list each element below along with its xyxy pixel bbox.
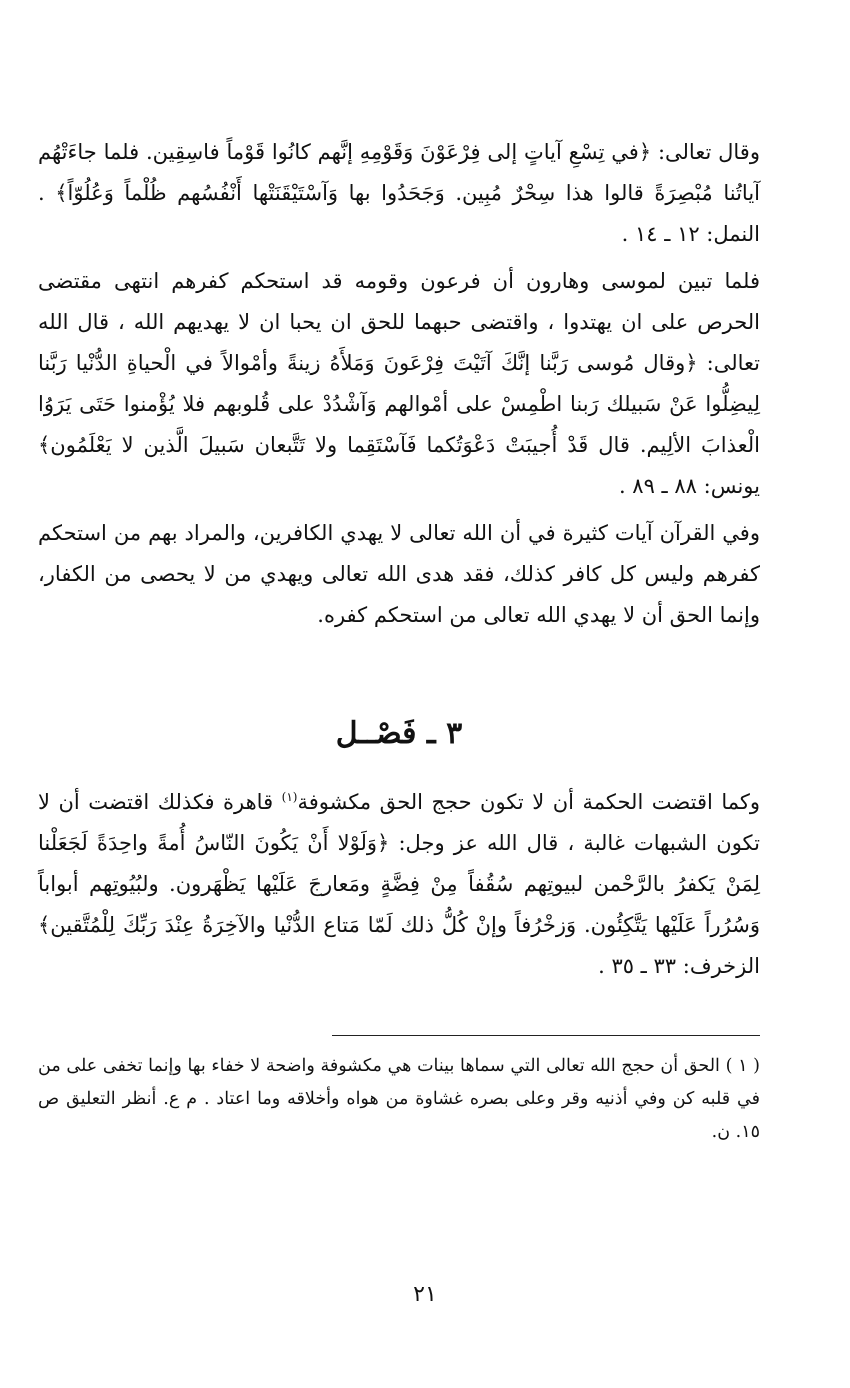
paragraph-zukhruf-text-rest: قاهرة فكذلك اقتضت أن لا تكون الشبهات غالبة ، قال الله عز وجل: ﴿وَلَوْلا أَنْ يَكُونَ النّاسُ أُمةً واحِدَةً لَجَعَلْنا لِمَنْ يَكفرُ بالرَّحْمن لبيوتِهم سُقُفاً مِنْ فِضَّةٍ ومَعارجَ عَلَيْها يَظْهَرون. ولبُيُوتِهم أبواباً وَسُرُراً عَلَيْها يَتَّكِئُون. وَزخْرُفاً وإنْ كُلُّ ذلك لَمّا مَتاع الدُّنْيا والآخِرَةُ عِنْدَ رَبِّكَ لِلْمُتَّقين﴾ الزخرف: ٣٣ ـ ٣٥ . bbox=[38, 790, 760, 978]
paragraph-zukhruf-text-start: وكما اقتضت الحكمة أن لا تكون حجج الحق مكشوفة bbox=[297, 790, 760, 814]
paragraph-yunus-verses: فلما تبين لموسى وهارون أن فرعون وقومه قد استحكم كفرهم انتهى مقتضى الحرص على ان يهتدوا ، واقتضى حبهما للحق ان يحبا ان لا يهديهم الله ، قال الله تعالى: ﴿وقال مُوسى رَبَّنا إنَّكَ آتَيْتَ فِرْعَونَ وَمَلأَهُ زينةً وأمْوالاً في الْحياةِ الدُّنْيا رَبَّنا لِيضِلُّوا عَنْ سَبيلك رَبنا اطْمِسْ على أمْوالهم وَآشْدُدْ على قُلوبهم فلا يُؤْمنوا حَتَى يَرَوُا الْعذابَ الألِيم. قال قَدْ أُجيبَتْ دَعْوَتُكما فَآسْتَقِما ولا تَتَّبعان سَبيلَ الَّذين لا يَعْلَمُون﴾ يونس: ٨٨ ـ ٨٩ . bbox=[38, 269, 760, 498]
footnote-reference: (١) bbox=[281, 790, 298, 804]
footnote: ( ١ ) الحق أن حجج الله تعالى التي سماها بينات هي مكشوفة واضحة لا خفاء بها وإنما تخفى على من في قلبه كن وفي أذنيه وقر وعلى بصره غشاوة من هواه وأخلاقه وما اعتاد . م ع. أنظر التعليق ص ١٥. ن. bbox=[38, 1056, 761, 1142]
section-heading bbox=[38, 702, 760, 766]
paragraph-zukhruf-verses bbox=[38, 782, 760, 987]
page-number: ٢١ bbox=[413, 1282, 437, 1307]
section-title: فَصْــل bbox=[335, 716, 417, 751]
footnote-divider bbox=[332, 1035, 760, 1036]
section-number: ٣ ـ bbox=[426, 716, 463, 751]
paragraph-quran-guidance: وفي القرآن آيات كثيرة في أن الله تعالى لا يهدي الكافرين، والمراد بهم من استحكم كفرهم وليس كل كافر كذلك، فقد هدى الله تعالى ويهدي من لا يحصى من الكفار، وإنما الحق أن لا يهدي الله تعالى من استحكم كفره. bbox=[38, 521, 760, 627]
paragraph-naml-verses: وقال تعالى: ﴿في تِسْعِ آياتٍ إلى فِرْعَوْنَ وَقَوْمِهِ إنَّهم كانُوا قَوْماً فاسِقِين. فلما جاءَتْهُم آياتُنا مُبْصِرَةً قالوا هذا سِحْرٌ مُبِين. وَجَحَدُوا بها وَآسْتَيْقَنَتْها أَنْفُسُهم ظُلْماً وَعُلُوّاً﴾ . النمل: ١٢ ـ ١٤ . bbox=[38, 140, 760, 246]
book-page bbox=[38, 132, 760, 1388]
